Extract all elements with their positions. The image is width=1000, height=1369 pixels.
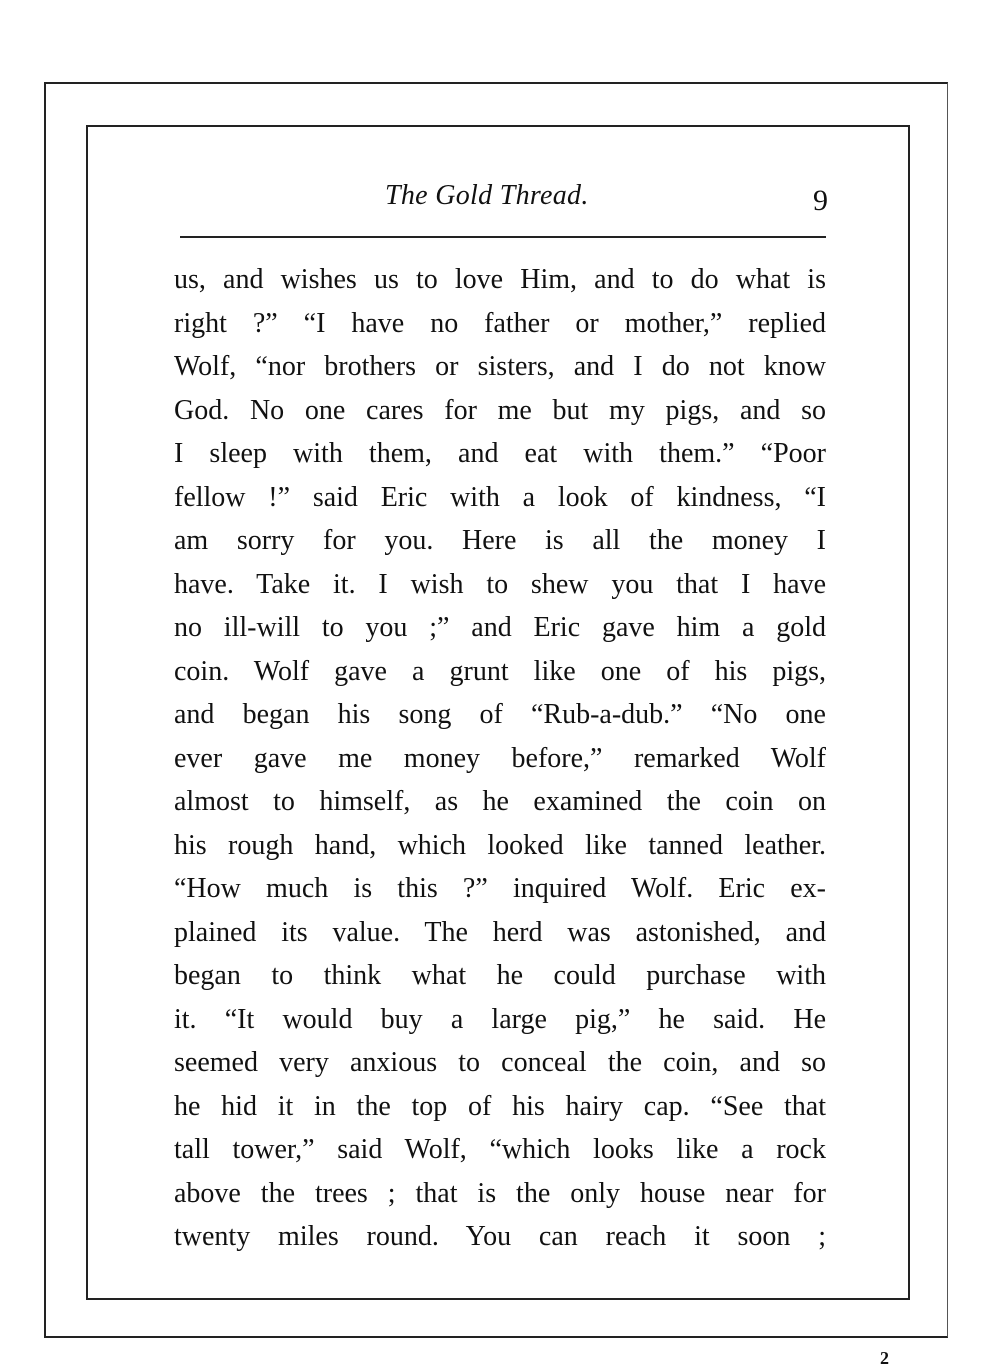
text-line: us, and wishes us to love Him, and to do what is bbox=[174, 264, 826, 295]
text-line: and began his song of “Rub-a-dub.” “No one bbox=[174, 699, 826, 730]
text-line: almost to himself, as he examined the coin on bbox=[174, 786, 826, 817]
text-line: tall tower,” said Wolf, “which looks like a rock bbox=[174, 1134, 826, 1165]
text-line: it. “It would buy a large pig,” he said. He bbox=[174, 1003, 826, 1035]
page-number: 9 bbox=[813, 184, 828, 217]
text-line: am sorry for you. Here is all the money I bbox=[174, 525, 826, 556]
text-line: no ill-will to you ;” and Eric gave him a gold bbox=[174, 612, 826, 643]
text-line: “How much is this ?” inquired Wolf. Eric ex- bbox=[174, 873, 826, 904]
text-line: Wolf, “nor brothers or sisters, and I do not know bbox=[174, 351, 826, 382]
text-line: seemed very anxious to conceal the coin, and so bbox=[174, 1047, 826, 1078]
body-text bbox=[174, 258, 826, 1259]
text-line: right ?” “I have no father or mother,” replied bbox=[174, 307, 826, 339]
text-line: coin. Wolf gave a grunt like one of his pigs, bbox=[174, 655, 826, 687]
header-rule bbox=[180, 236, 826, 238]
text-line: fellow !” said Eric with a look of kindness, “I bbox=[174, 481, 826, 513]
running-title: The Gold Thread. bbox=[385, 180, 589, 211]
text-line: his rough hand, which looked like tanned leather. bbox=[174, 829, 826, 861]
text-line: ever gave me money before,” remarked Wolf bbox=[174, 742, 826, 774]
text-line: I sleep with them, and eat with them.” “Poor bbox=[174, 438, 826, 469]
text-line: above the trees ; that is the only house near for bbox=[174, 1177, 826, 1209]
text-line: twenty miles round. You can reach it soon ; bbox=[174, 1221, 826, 1252]
text-line: have. Take it. I wish to shew you that I have bbox=[174, 568, 826, 600]
text-line: God. No one cares for me but my pigs, and so bbox=[174, 394, 826, 426]
text-line: began to think what he could purchase with bbox=[174, 960, 826, 991]
page-header bbox=[180, 180, 830, 228]
text-line: he hid it in the top of his hairy cap. “See that bbox=[174, 1090, 826, 1122]
text-line: plained its value. The herd was astonished, and bbox=[174, 916, 826, 948]
signature-mark: 2 bbox=[880, 1348, 889, 1368]
